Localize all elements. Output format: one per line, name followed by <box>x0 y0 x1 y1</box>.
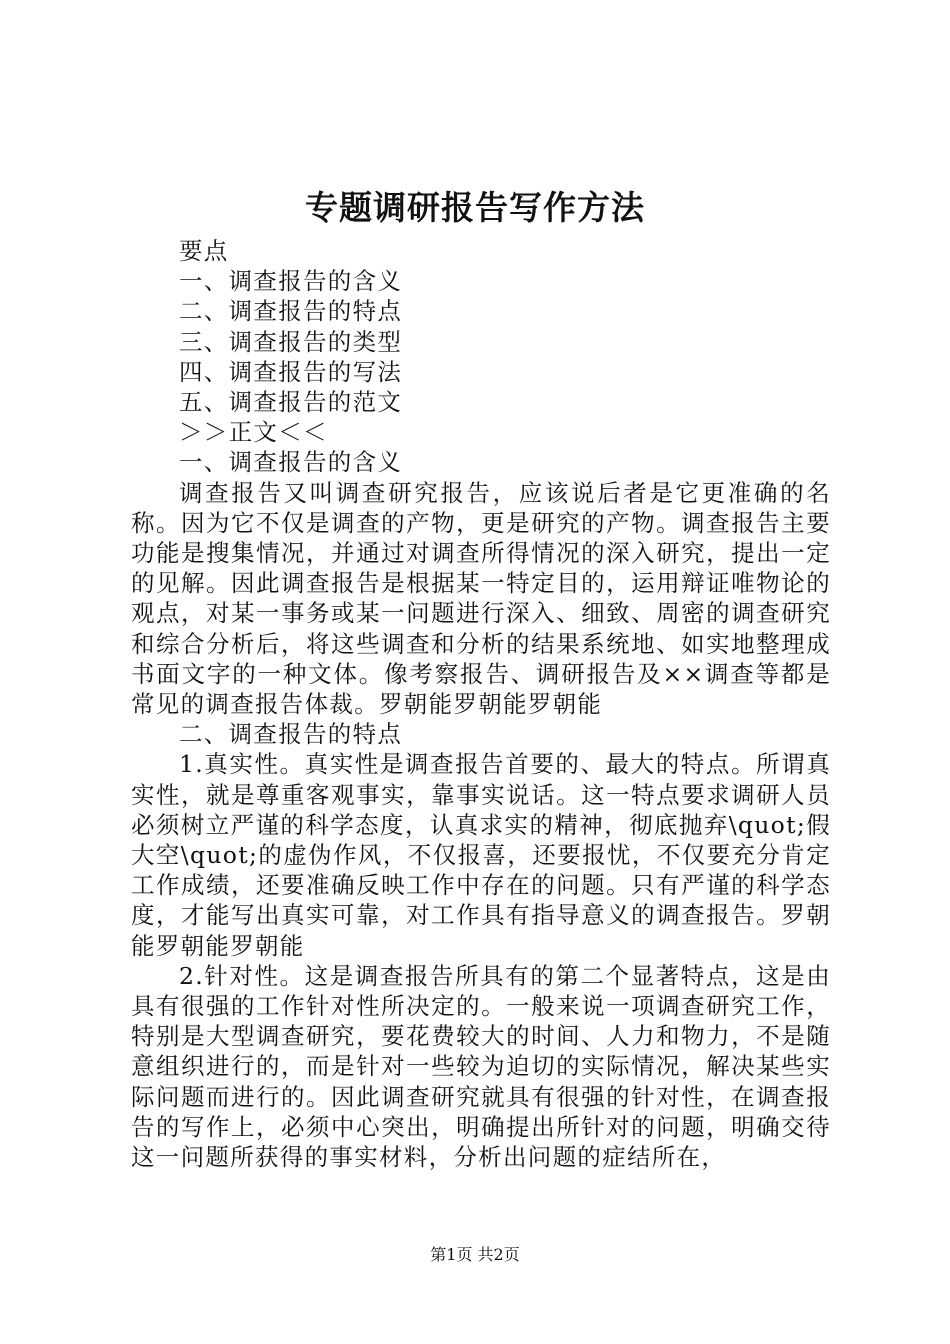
outline-item: 一、调查报告的含义 <box>179 267 403 296</box>
paragraph: 2.针对性。这是调查报告所具有的第二个显著特点，这是由具有很强的工作针对性所决定的。一般来说一项调查研究工作，特别是大型调查研究，要花费较大的时间、人力和物力，不是随意组织进行的，而是针对一些较为迫切的实际情况，解决某些实际问题而进行的。因此调查研究就具有很强的针对性，在调查报告的写作上，必须中心突出，明确提出所针对的问题，明确交待这一问题所获得的事实材料，分析出问题的症结所在， <box>131 961 831 1172</box>
outline-item: 三、调查报告的类型 <box>179 327 403 356</box>
document-body <box>131 236 831 1172</box>
outline-item: 二、调查报告的特点 <box>179 297 403 326</box>
page-number: 第1页 共2页 <box>430 1245 520 1264</box>
outline-heading: 要点 <box>179 237 229 265</box>
section-heading: 一、调查报告的含义 <box>179 448 403 477</box>
outline-item: 四、调查报告的写法 <box>179 357 403 386</box>
document-title: 专题调研报告写作方法 <box>305 188 645 227</box>
paragraph: 调查报告又叫调查研究报告，应该说后者是它更准确的名称。因为它不仅是调查的产物，更是研究的产物。调查报告主要功能是搜集情况，并通过对调查所得情况的深入研究，提出一定的见解。因此调查报告是根据某一特定目的，运用辩证唯物论的观点，对某一事务或某一问题进行深入、细致、周密的调查研究和综合分析后，将这些调查和分析的结果系统地、如实地整理成书面文字的一种文体。像考察报告、调研报告及××调查等都是常见的调查报告体裁。罗朝能罗朝能罗朝能 <box>131 478 831 719</box>
main-text-marker: ＞＞正文＜＜ <box>179 418 328 447</box>
paragraph: 1.真实性。真实性是调查报告首要的、最大的特点。所谓真实性，就是尊重客观事实，靠事实说话。这一特点要求调研人员必须树立严谨的科学态度，认真求实的精神，彻底抛弃\quot;假大空\quot;的虚伪作风，不仅报喜，还要报忧，不仅要充分肯定工作成绩，还要准确反映工作中存在的问题。只有严谨的科学态度，才能写出真实可靠，对工作具有指导意义的调查报告。罗朝能罗朝能罗朝能 <box>131 750 831 960</box>
outline-item: 五、调查报告的范文 <box>179 388 403 417</box>
section-heading: 二、调查报告的特点 <box>179 720 403 749</box>
